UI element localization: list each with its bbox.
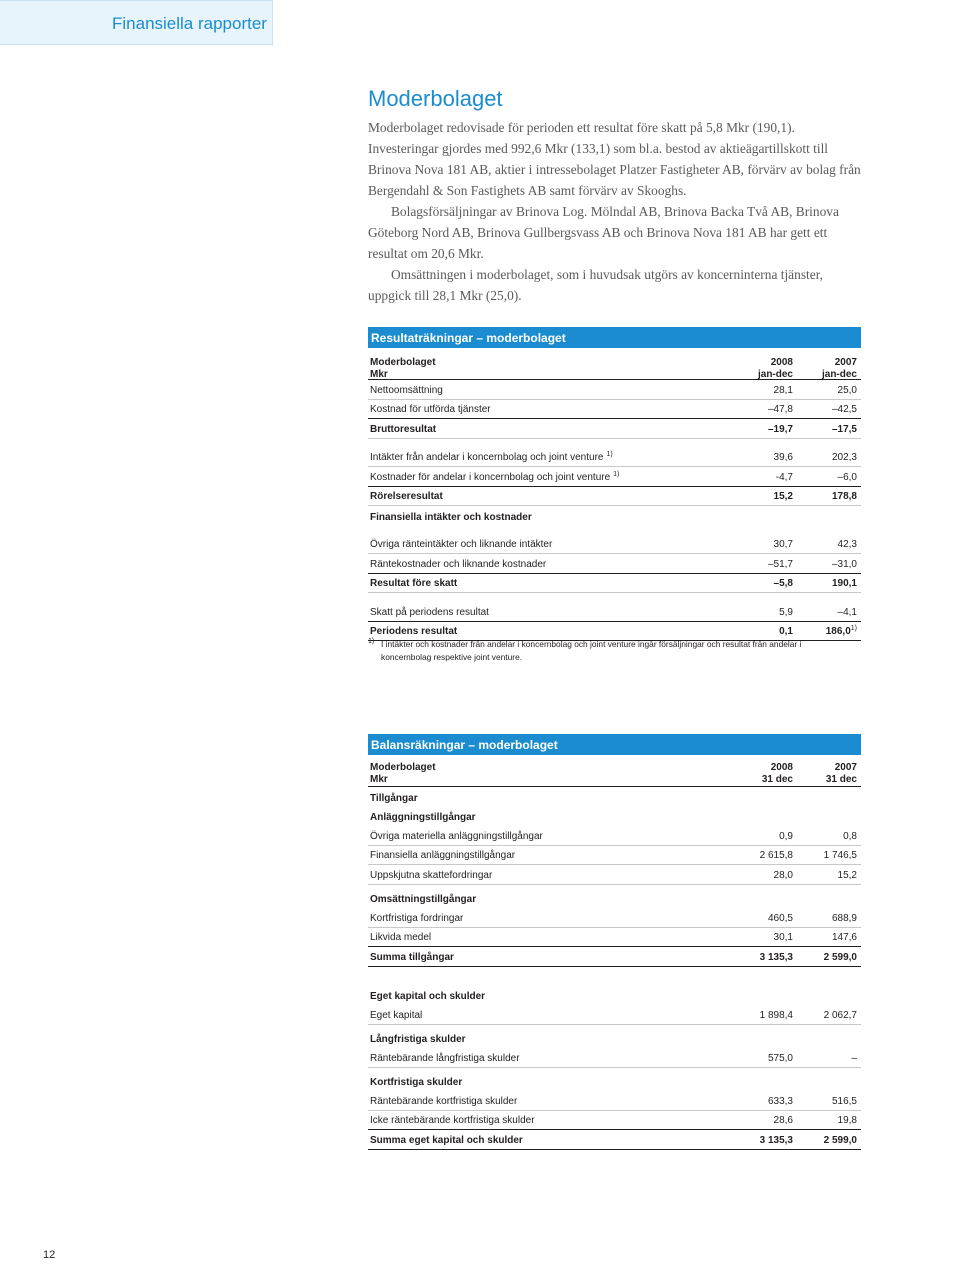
column-date-2007: 31 dec — [825, 774, 857, 785]
row-label-text: Kostnader för andelar i koncernbolag och joint venture — [370, 471, 611, 483]
table-section-heading — [368, 1072, 861, 1092]
table-section-heading — [368, 787, 861, 807]
page-number: 12 — [43, 1249, 56, 1261]
value-2007: 2 599,0 — [823, 1134, 857, 1146]
table-row — [368, 467, 861, 487]
value-2008: 15,2 — [773, 491, 793, 502]
row-label: Summa eget kapital och skulder — [370, 1134, 523, 1146]
row-label: Kortfristiga skulder — [370, 1077, 463, 1088]
value-2008: 0,1 — [779, 626, 793, 637]
value-2007: 2 062,7 — [823, 1009, 857, 1021]
value-2008: -4,7 — [775, 471, 793, 483]
row-label: Långfristiga skulder — [370, 1034, 466, 1045]
row-label: Nettoomsättning — [370, 384, 443, 396]
column-year-2008: 2008 — [770, 762, 793, 773]
table-row — [368, 928, 861, 948]
value-2008: 3 135,3 — [759, 1134, 793, 1146]
column-year-2007: 2007 — [834, 762, 857, 773]
column-date-2008: 31 dec — [761, 774, 793, 785]
value-2007: 0,8 — [843, 830, 857, 842]
column-year-2007: 2007 — [834, 357, 857, 368]
row-label: Räntebärande långfristiga skulder — [370, 1052, 520, 1064]
value-2007: 42,3 — [837, 539, 857, 550]
value-2007 — [826, 625, 857, 637]
income-statement-table — [368, 327, 861, 641]
footnote-text: I intäkter och kostnader från andelar i koncernbolag och joint venture ingår försäljningar och resultat från andelar i koncernbolag respektive joint venture. — [381, 639, 802, 662]
value-2007: 15,2 — [837, 869, 857, 881]
row-label: Resultat före skatt — [370, 578, 458, 589]
table-row-total — [368, 947, 861, 967]
row-label: Uppskjutna skattefordringar — [370, 869, 493, 881]
footnote-mark: 1) — [368, 638, 375, 645]
header-label: Moderbolaget — [370, 762, 436, 773]
intro-paragraph: Omsättningen i moderbolaget, som i huvudsak utgörs av koncerninterna tjänster, uppgick till 28,1 Mkr (25,0). — [368, 267, 823, 303]
page-title: Moderbolaget — [368, 86, 503, 111]
value-2008: 0,9 — [779, 830, 793, 842]
value-2007: 2 599,0 — [823, 951, 857, 963]
table-row — [368, 1005, 861, 1025]
table-section-heading — [368, 986, 861, 1006]
value-2008: –51,7 — [767, 558, 793, 570]
value-2007: –31,0 — [831, 558, 857, 570]
table-row-total — [368, 419, 861, 439]
value-2008: 2 615,8 — [759, 850, 793, 861]
table-row — [368, 908, 861, 928]
value-2008: 460,5 — [767, 912, 793, 924]
intro-text — [368, 117, 868, 306]
value-2007: 19,8 — [837, 1115, 857, 1126]
value-2008: 28,6 — [773, 1115, 793, 1126]
column-period-2008: jan-dec — [757, 369, 793, 380]
value-2008: 30,1 — [773, 932, 793, 943]
row-label: Räntekostnader och liknande kostnader — [370, 558, 547, 570]
table-row — [368, 1048, 861, 1068]
value-2007-text: 186,0 — [825, 626, 851, 637]
table-section-heading — [368, 1029, 861, 1049]
header-unit: Mkr — [370, 774, 388, 785]
table-row — [368, 1091, 861, 1111]
table-header — [368, 755, 861, 787]
table-section-heading — [368, 889, 861, 909]
section-header-title: Finansiella rapporter — [112, 14, 267, 33]
row-label: Anläggningstillgångar — [370, 812, 476, 823]
table-row-total — [368, 1130, 861, 1150]
table-section-heading — [368, 807, 861, 827]
table-title: Resultaträkningar – moderbolaget — [368, 327, 861, 348]
table-row — [368, 865, 861, 885]
footnote-ref: 1) — [850, 625, 857, 632]
table-row-total — [368, 574, 861, 594]
value-2008: 28,0 — [773, 869, 793, 881]
footnote-ref: 1) — [606, 451, 613, 458]
value-2007: 516,5 — [831, 1095, 857, 1107]
row-label: Finansiella anläggningstillgångar — [370, 850, 516, 861]
value-2007: –17,5 — [831, 423, 857, 435]
balance-sheet-table — [368, 734, 861, 1150]
value-2008: 575,0 — [767, 1052, 793, 1064]
row-label — [370, 471, 619, 483]
value-2007: 1 746,5 — [823, 850, 857, 861]
table-row — [368, 602, 861, 622]
table-row — [368, 380, 861, 400]
value-2007: 178,8 — [831, 491, 857, 502]
column-period-2007: jan-dec — [821, 369, 857, 380]
value-2008: 28,1 — [773, 384, 793, 396]
section-header-box — [0, 0, 273, 45]
value-2007: –6,0 — [837, 471, 857, 483]
value-2008: –47,8 — [767, 404, 793, 415]
value-2008: 3 135,3 — [759, 951, 793, 963]
footnote-ref: 1) — [613, 470, 620, 478]
intro-paragraph: Bolagsförsäljningar av Brinova Log. Mölndal AB, Brinova Backa Två AB, Brinova Göteborg Nord AB, Brinova Gullbergsvass AB och Brinova Nova 181 AB har gett ett resultat om 20,6 Mkr. — [368, 204, 839, 261]
value-2008: 30,7 — [773, 539, 793, 550]
row-label: Finansiella intäkter och kostnader — [370, 511, 532, 523]
value-2008: –19,7 — [767, 423, 793, 435]
table-title: Balansräkningar – moderbolaget — [368, 734, 861, 755]
table-row — [368, 554, 861, 574]
row-label: Tillgångar — [370, 792, 418, 804]
value-2007: – — [851, 1052, 857, 1064]
value-2008: –5,8 — [773, 578, 793, 589]
value-2008: 1 898,4 — [759, 1009, 793, 1021]
row-label: Skatt på periodens resultat — [370, 606, 489, 618]
table-row — [368, 448, 861, 468]
header-unit: Mkr — [370, 369, 388, 380]
table-row-total — [368, 487, 861, 507]
value-2007: 202,3 — [831, 452, 857, 463]
row-label: Eget kapital och skulder — [370, 991, 486, 1002]
row-label: Räntebärande kortfristiga skulder — [370, 1095, 518, 1107]
row-label: Kortfristiga fordringar — [370, 912, 464, 924]
intro-paragraph: Moderbolaget redovisade för perioden ett resultat före skatt på 5,8 Mkr (190,1). Investeringar gjordes med 992,6 Mkr (133,1) som bl.a. bestod av aktieägartillskott till Brinova Nova 181 AB, aktier i intressebolaget Platzer Fastigheter AB, förvärv av bolag från Bergendahl & Son Fastighets AB samt förvärv av Skooghs. — [368, 120, 861, 198]
row-label: Summa tillgångar — [370, 951, 454, 963]
table-row — [368, 400, 861, 420]
value-2007: 190,1 — [831, 578, 857, 589]
row-label: Kostnad för utförda tjänster — [370, 404, 491, 415]
row-label: Periodens resultat — [370, 626, 458, 637]
value-2007: 25,0 — [837, 384, 857, 396]
column-year-2008: 2008 — [770, 357, 793, 368]
table-section-heading — [368, 506, 861, 526]
row-label: Rörelseresultat — [370, 491, 443, 502]
table-row — [368, 535, 861, 555]
value-2008: 633,3 — [767, 1095, 793, 1107]
row-label: Övriga materiella anläggningstillgångar — [370, 830, 543, 842]
table-row — [368, 846, 861, 866]
row-label: Övriga ränteintäkter och liknande intäkter — [370, 539, 553, 550]
row-label — [370, 451, 613, 463]
value-2007: 147,6 — [831, 932, 857, 943]
row-label: Bruttoresultat — [370, 423, 437, 435]
table-row — [368, 826, 861, 846]
table-header — [368, 348, 861, 380]
value-2007: –42,5 — [831, 404, 857, 415]
row-label: Icke räntebärande kortfristiga skulder — [370, 1115, 535, 1126]
header-label: Moderbolaget — [370, 357, 436, 368]
row-label: Eget kapital — [370, 1009, 423, 1021]
row-label: Likvida medel — [370, 932, 432, 943]
table-row — [368, 1111, 861, 1131]
row-label-text: Intäkter från andelar i koncernbolag och joint venture — [370, 452, 604, 463]
value-2007: 688,9 — [831, 912, 857, 924]
value-2008: 39,6 — [773, 452, 793, 463]
value-2008: 5,9 — [779, 606, 793, 618]
row-label: Omsättningstillgångar — [370, 894, 477, 905]
value-2007: –4,1 — [837, 606, 857, 618]
